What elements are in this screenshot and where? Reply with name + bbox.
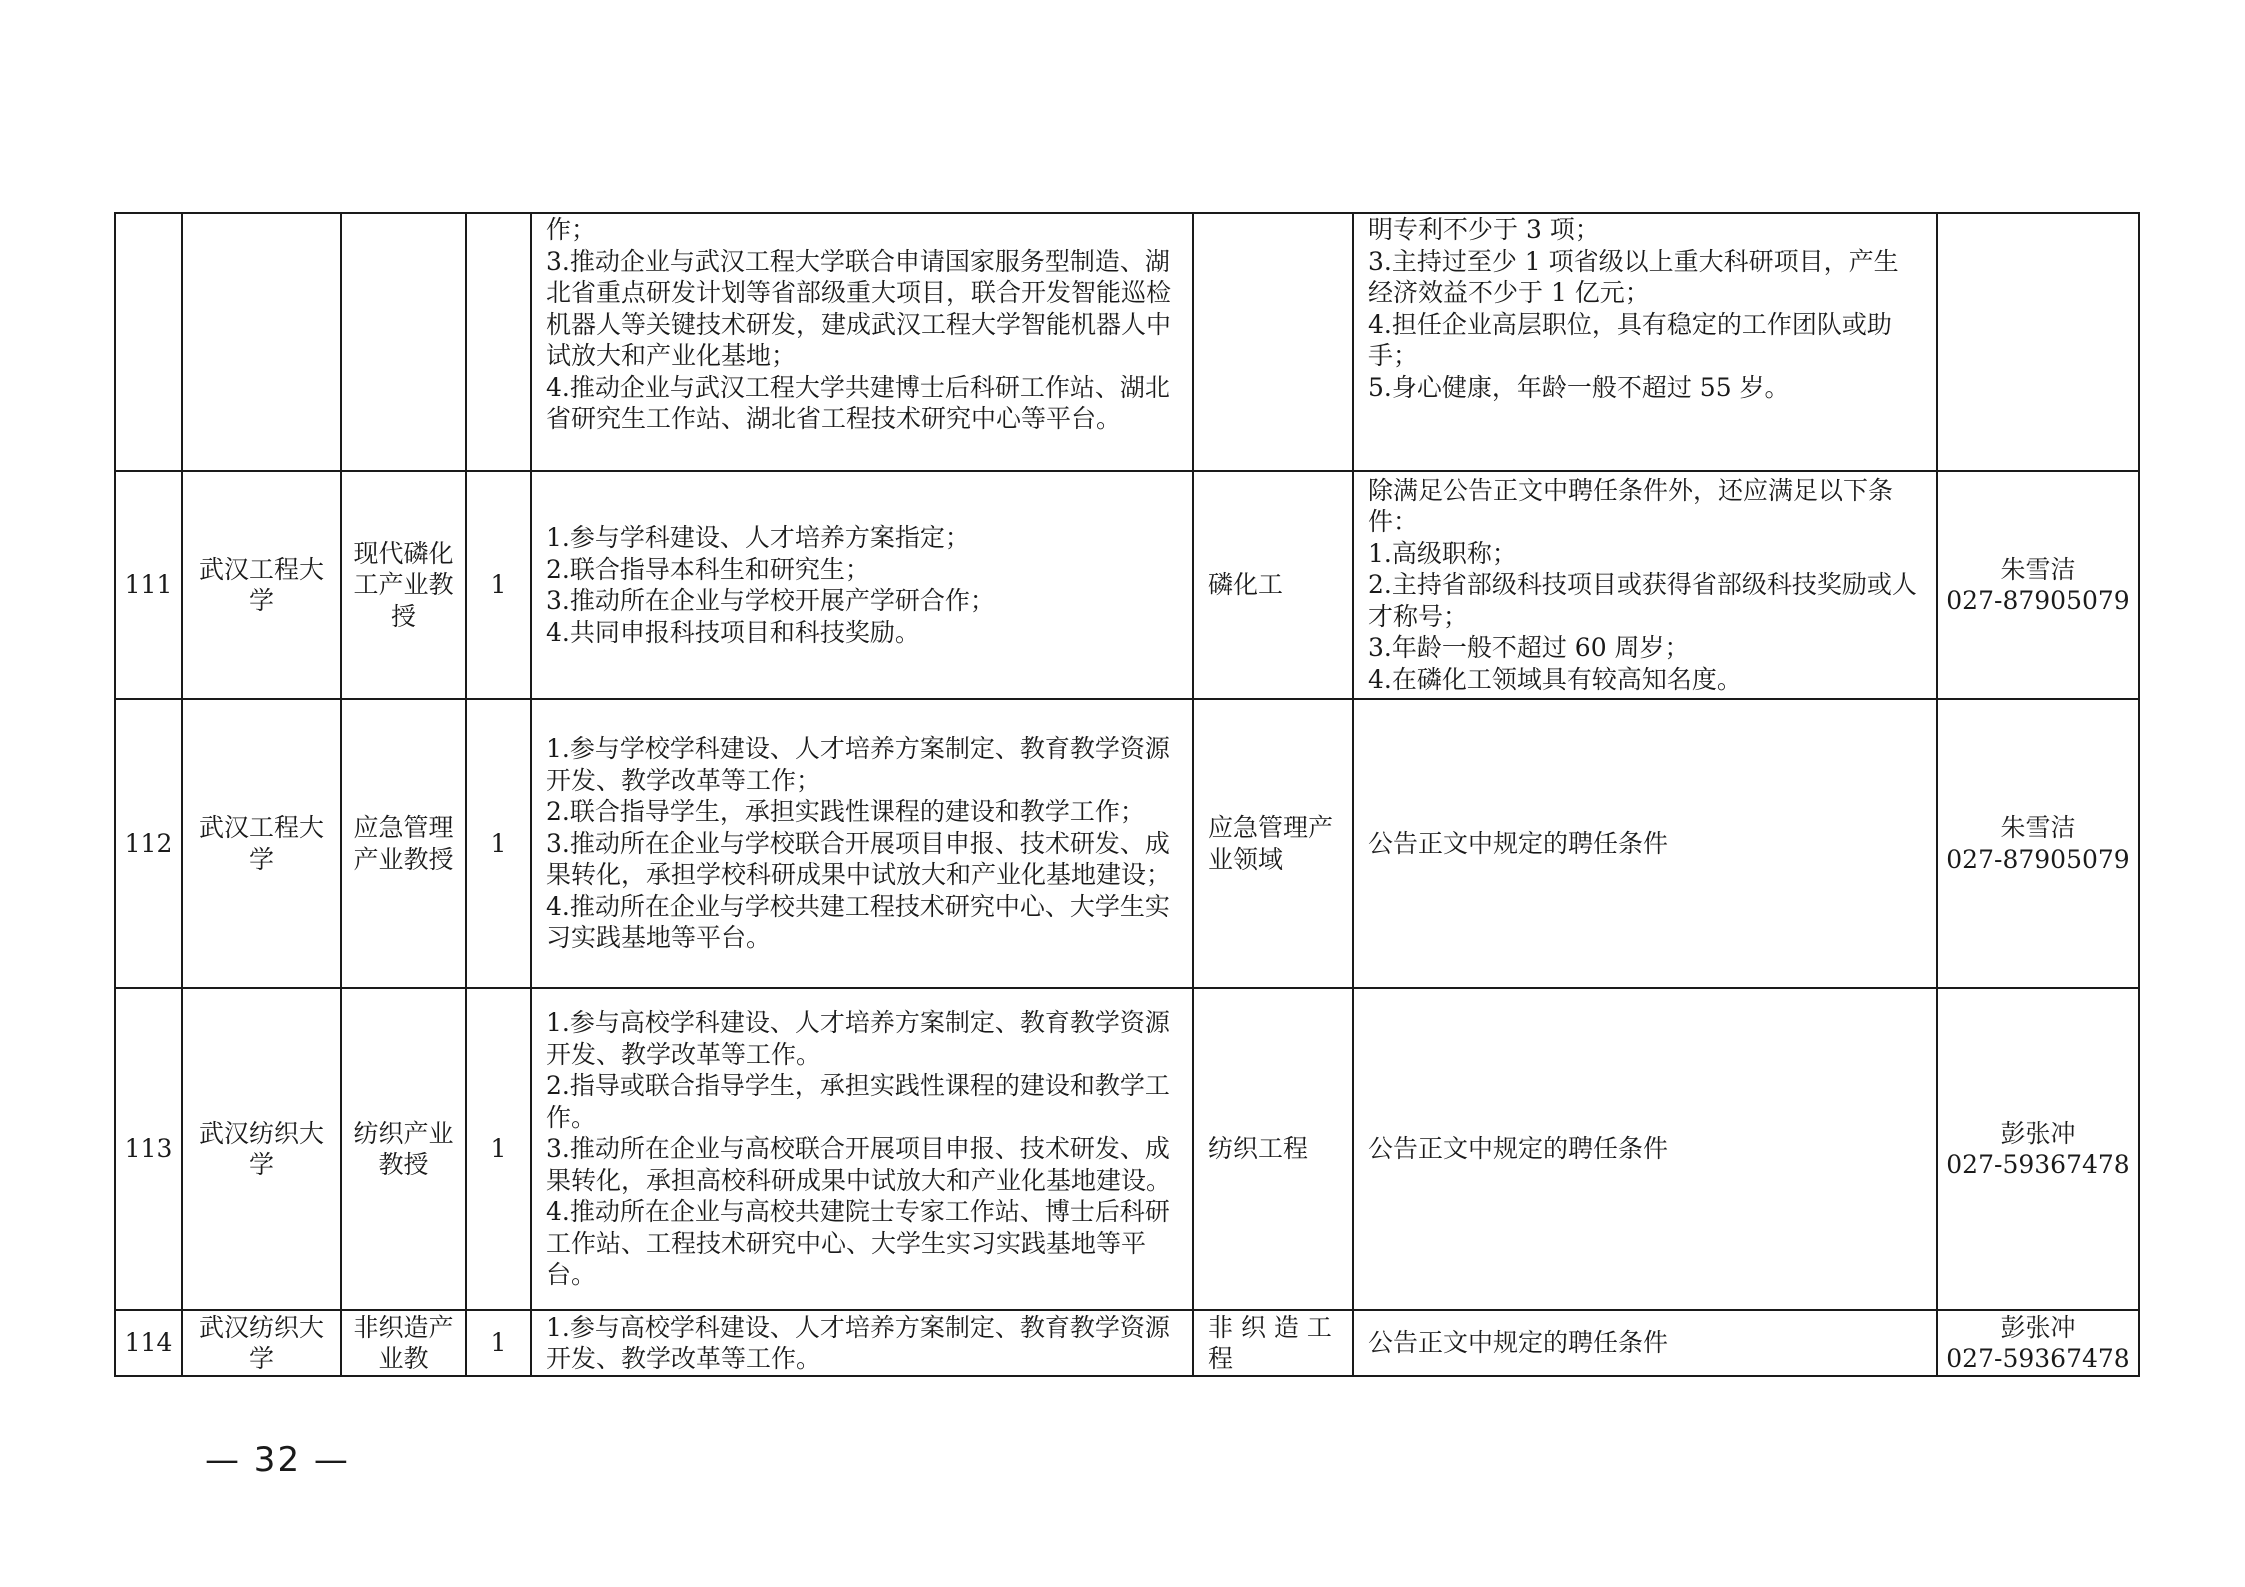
school-cell	[182, 213, 341, 471]
duties-text: 1.参与高校学科建设、人才培养方案制定、教育教学资源开发、教学改革等工作。 2.指导或联合指导学生，承担实践性课程的建设和教学工作。 3.推动所在企业与高校联合开展项目申报、技术研发、成果转化，承担高校科研成果中试放大和产业化基地建设。 4.推动所在企业与高校共建院士专家工作站、博士后科研工作站、工程技术研究中心、大学生实习实践基地等平台。	[546, 1008, 1172, 1290]
requirements-cell	[1353, 699, 1937, 988]
contact-name: 彭张冲	[2000, 1118, 2076, 1148]
requirements-text: 明专利不少于 3 项； 3.主持过至少 1 项省级以上重大科研项目，产生经济效益不少于 1 亿元； 4.担任企业高层职位，具有稳定的工作团队或助手； 5.身心健康，年龄一般不超过 55 岁。	[1368, 215, 1899, 402]
requirements-text: 公告正文中规定的聘任条件	[1368, 1328, 1669, 1358]
count-cell: 1	[466, 1310, 531, 1376]
duties-cell	[531, 471, 1193, 699]
field-cell: 纺织工程	[1193, 988, 1353, 1310]
contact-cell	[1937, 988, 2139, 1310]
position-cell: 应急管理产业教授	[341, 699, 466, 988]
count-cell: 1	[466, 699, 531, 988]
contact-cell	[1937, 213, 2139, 471]
contact-phone: 027-87905079	[1946, 844, 2130, 874]
contact-cell	[1937, 471, 2139, 699]
school-cell: 武汉工程大学	[182, 699, 341, 988]
recruitment-table	[114, 212, 2140, 1377]
contact-name: 朱雪洁	[2000, 813, 2076, 842]
table-row	[115, 213, 2139, 471]
school-cell: 武汉纺织大学	[182, 1310, 341, 1376]
position-cell: 非织造产业教	[341, 1310, 466, 1376]
position-cell	[341, 213, 466, 471]
contact-phone: 027-59367478	[1946, 1150, 2130, 1179]
requirements-cell	[1353, 1310, 1937, 1376]
contact-cell	[1937, 1310, 2139, 1376]
contact-cell	[1937, 699, 2139, 988]
duties-cell	[531, 1310, 1193, 1376]
duties-cell	[531, 699, 1193, 988]
school-cell: 武汉纺织大学	[182, 988, 341, 1310]
requirements-cell	[1353, 213, 1937, 471]
table-row	[115, 1310, 2139, 1376]
table-row	[115, 988, 2139, 1310]
contact-name: 朱雪洁	[2000, 554, 2076, 584]
page-number: — 32 —	[205, 1440, 350, 1480]
contact-name: 彭张冲	[2000, 1312, 2076, 1342]
duties-text: 1.参与高校学科建设、人才培养方案制定、教育教学资源开发、教学改革等工作。	[546, 1312, 1170, 1373]
contact-phone: 027-59367478	[1946, 1344, 2130, 1373]
position-cell: 现代磷化工产业教授	[341, 471, 466, 699]
requirements-cell	[1353, 988, 1937, 1310]
requirements-text: 公告正文中规定的聘任条件	[1368, 1134, 1669, 1164]
duties-text: 1.参与学校学科建设、人才培养方案制定、教育教学资源开发、教学改革等工作； 2.联合指导学生，承担实践性课程的建设和教学工作； 3.推动所在企业与学校联合开展项目申报、技术研发、成果转化，承担学校科研成果中试放大和产业化基地建设； 4.推动所在企业与学校共建工程技术研究中心、大学生实习实践基地等平台。	[546, 734, 1172, 953]
count-cell: 1	[466, 988, 531, 1310]
position-cell: 纺织产业教授	[341, 988, 466, 1310]
row-number: 114	[115, 1310, 182, 1376]
duties-cell	[531, 988, 1193, 1310]
count-cell	[466, 213, 531, 471]
row-number: 112	[115, 699, 182, 988]
field-cell: 磷化工	[1193, 471, 1353, 699]
count-cell: 1	[466, 471, 531, 699]
duties-cell	[531, 213, 1193, 471]
duties-text: 作； 3.推动企业与武汉工程大学联合申请国家服务型制造、湖北省重点研发计划等省部级重大项目，联合开发智能巡检机器人等关键技术研发，建成武汉工程大学智能机器人中试放大和产业化基地； 4.推动企业与武汉工程大学共建博士后科研工作站、湖北省研究生工作站、湖北省工程技术研究中心等平台。	[546, 215, 1172, 433]
requirements-text: 公告正文中规定的聘任条件	[1368, 828, 1669, 858]
requirements-cell	[1353, 471, 1937, 699]
row-number	[115, 213, 182, 471]
contact-phone: 027-87905079	[1946, 586, 2130, 615]
field-cell: 非 织 造 工程	[1193, 1310, 1353, 1376]
duties-text: 1.参与学科建设、人才培养方案指定； 2.联合指导本科生和研究生； 3.推动所在企业与学校开展产学研合作； 4.共同申报科技项目和科技奖励。	[546, 523, 995, 647]
table-row	[115, 471, 2139, 699]
requirements-text: 除满足公告正文中聘任条件外，还应满足以下条件： 1.高级职称； 2.主持省部级科技项目或获得省部级科技奖励或人才称号； 3.年龄一般不超过 60 周岁； 4.在磷化工领域具有较高知名度。	[1368, 475, 1917, 694]
school-cell: 武汉工程大学	[182, 471, 341, 699]
row-number: 113	[115, 988, 182, 1310]
row-number: 111	[115, 471, 182, 699]
table-row	[115, 699, 2139, 988]
field-cell	[1193, 213, 1353, 471]
field-cell: 应急管理产业领域	[1193, 699, 1353, 988]
